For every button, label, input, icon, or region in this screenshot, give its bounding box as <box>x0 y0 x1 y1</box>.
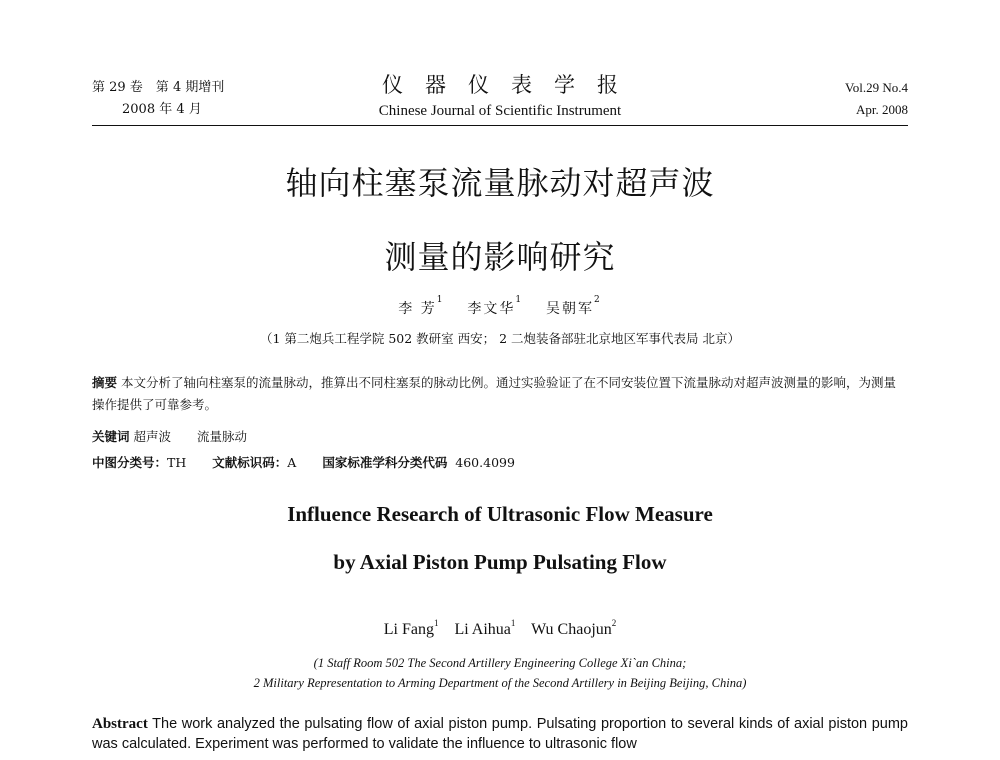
abstract-label-en: Abstract <box>92 716 148 732</box>
author-affil-mark: 1 <box>515 295 524 305</box>
volume-number-en: Vol.29 No.4 <box>845 80 908 95</box>
abstract-text-en: The work analyzed the pulsating flow of axial piston pump. Pulsating proportion to several kinds of axial piston pump was calculated. Experiment was performed to validate the influence to ultrasonic flow <box>92 716 908 752</box>
author-list-cn <box>0 295 1000 318</box>
abstract-cn <box>92 372 908 416</box>
subject-code-value: 460.4099 <box>455 455 515 470</box>
author-name: Wu Chaojun <box>531 621 612 638</box>
paper-title-cn-line2: 测量的影响研究 <box>384 238 616 276</box>
author-name: Li Fang <box>383 621 434 638</box>
paper-title-cn-line1: 轴向柱塞泵流量脉动对超声波 <box>285 164 715 202</box>
author-name: Li Aihua <box>454 621 511 638</box>
author-affil-mark: 1 <box>433 618 439 628</box>
issue-date-en: Apr. 2008 <box>856 102 908 117</box>
journal-name-cn: 仪器仪表学报 <box>382 73 640 97</box>
journal-name-en: Chinese Journal of Scientific Instrument <box>378 103 622 119</box>
affiliation-en-line1: (1 Staff Room 502 The Second Artillery Engineering College Xi`an China; <box>313 656 687 670</box>
clc-label: 中图分类号： <box>92 455 168 470</box>
doc-code-label: 文献标识码： <box>212 455 288 470</box>
author-affil-mark: 1 <box>436 295 445 305</box>
paper-title-en-line2: by Axial Piston Pump Pulsating Flow <box>333 550 667 574</box>
author-name: 吴朝军 <box>546 301 594 317</box>
volume-info-en <box>845 77 908 121</box>
author-name: 李 芳 <box>398 301 437 317</box>
author-list-en <box>0 618 1000 639</box>
abstract-en <box>92 714 908 754</box>
header-rule <box>92 125 908 126</box>
clc-value: TH <box>167 455 187 470</box>
keyword: 流量脉动 <box>197 429 248 444</box>
subject-code-label: 国家标准学科分类代码 <box>322 455 448 470</box>
classification-codes <box>92 452 908 474</box>
volume-issue: 第 29 卷 第 4 期增刊 <box>92 80 225 95</box>
author-name: 李文华 <box>467 301 516 317</box>
paper-title-en-line1: Influence Research of Ultrasonic Flow Measure <box>287 502 713 526</box>
keyword: 超声波 <box>133 429 172 444</box>
doc-code-value: A <box>287 455 297 470</box>
keywords-label-cn: 关键词 <box>92 429 130 444</box>
abstract-label-cn: 摘要 <box>92 375 118 390</box>
author-affil-mark: 1 <box>510 618 516 628</box>
issue-date-cn: 2008 年 4 月 <box>122 102 202 117</box>
affiliations-cn: （1 第二炮兵工程学院 502 教研室 西安； 2 二炮装备部驻北京地区军事代表局 北京） <box>259 331 741 346</box>
author-affil-mark: 2 <box>611 618 617 628</box>
keywords-cn <box>92 426 908 448</box>
author-affil-mark: 2 <box>594 295 602 305</box>
abstract-text-cn: 本文分析了轴向柱塞泵的流量脉动，推算出不同柱塞泵的脉动比例。通过实验验证了在不同安装位置下流量脉动对超声波测量的影响，为测量操作提供了可靠参考。 <box>92 375 897 412</box>
affiliation-en-line2: 2 Military Representation to Arming Department of the Second Artillery in Beijing Beijing, China) <box>253 676 747 690</box>
journal-header <box>0 70 1000 130</box>
